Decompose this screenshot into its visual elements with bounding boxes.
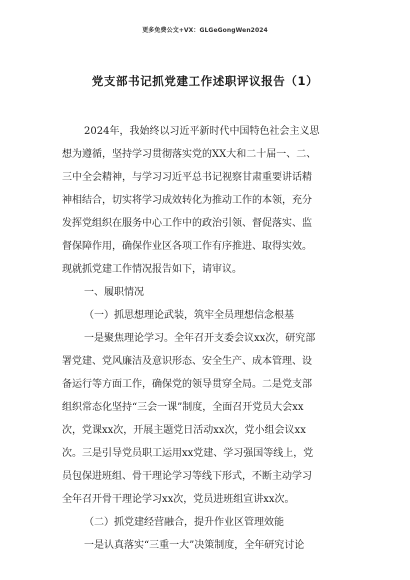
header-note: 更多免费公文+VX：GLGeGongWen2024 bbox=[142, 27, 268, 34]
body-line: 署党建、党风廉洁及意识形态、安全生产、成本管理、设 bbox=[62, 356, 312, 367]
body-line: 员包保进班组、骨干理论学习等线下形式，不断主动学习 bbox=[62, 471, 312, 482]
body-line: 全年召开骨干理论学习xx次，党员进班组宣讲xx次。 bbox=[62, 494, 295, 505]
body-line: 次，党课xx次，开展主题党日活动xx次，党小组会议xx bbox=[62, 425, 306, 436]
body-line: 一是认真落实“三重一大”决策制度，全年研究讨论 bbox=[84, 540, 305, 551]
body-line: （一）抓思想理论武装，筑牢全员理想信念根基 bbox=[84, 310, 294, 321]
body-line: 一是聚焦理论学习。全年召开支委会议xx次，研究部 bbox=[84, 333, 316, 344]
document-body bbox=[62, 120, 352, 557]
body-line: 组织常态化坚持“三会一课”制度，全面召开党员大会xx bbox=[62, 402, 304, 413]
body-line: 督保障作用，确保作业区各项工作有序推进、取得实效。 bbox=[62, 241, 312, 252]
body-line: 2024年，我始终以习近平新时代中国特色社会主义思 bbox=[84, 126, 320, 137]
body-line: 一、履职情况 bbox=[84, 287, 144, 298]
body-line: 三中全会精神，与学习习近平总书记视察甘肃重要讲话精 bbox=[62, 172, 312, 183]
body-line: 神相结合，切实将学习成效转化为推动工作的本领，充分 bbox=[62, 195, 312, 206]
body-line: （二）抓党建经营融合，提升作业区管理效能 bbox=[84, 517, 284, 528]
document-title: 党支部书记抓党建工作述职评议报告（1） bbox=[91, 74, 319, 88]
body-line: 次。三是引导党员职工运用xx党建、学习强国等线上，党 bbox=[62, 448, 314, 459]
body-line: 发挥党组织在服务中心工作中的政治引领、督促落实、监 bbox=[62, 218, 312, 229]
body-line: 现就抓党建工作情况报告如下，请审议。 bbox=[62, 264, 242, 275]
body-line: 想为遵循，坚持学习贯彻落实党的XX大和二十届一、二、 bbox=[62, 149, 317, 160]
body-line: 备运行等方面工作，确保党的领导贯穿全局。二是党支部 bbox=[62, 379, 312, 390]
